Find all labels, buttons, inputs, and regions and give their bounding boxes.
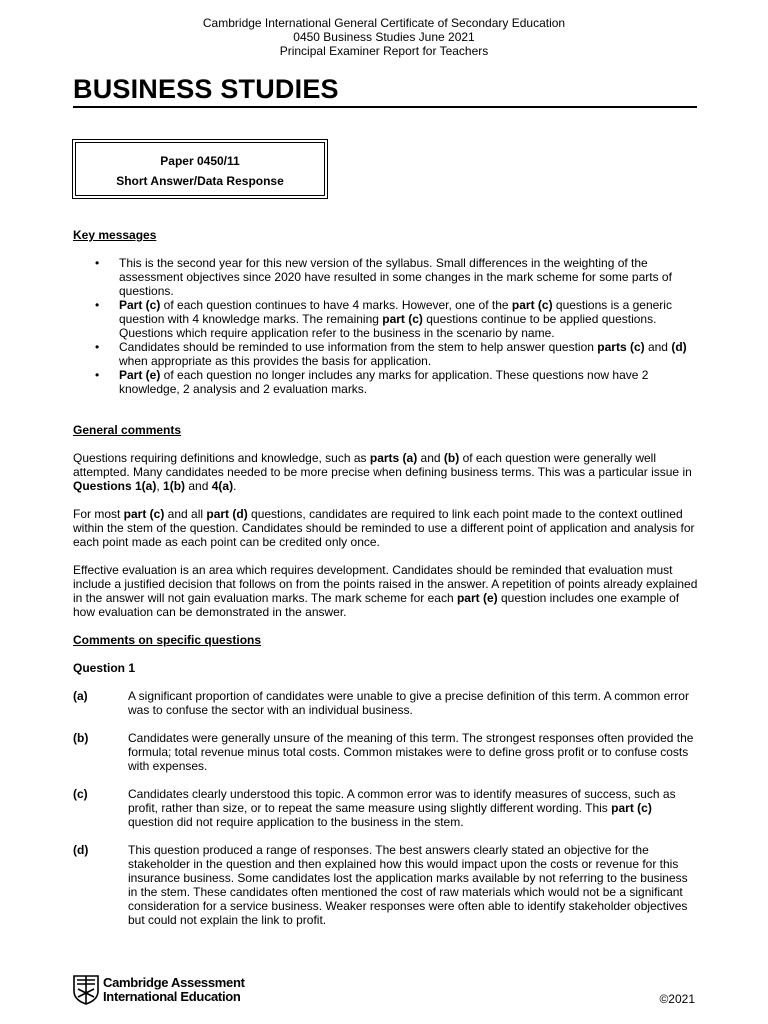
bullet-icon: • xyxy=(95,368,100,382)
general-comment-run: questions, candidates are required to link each point made to the context outlined within the stem of the question. Candidates should be reminded to use a different point of application and analysis for each point made as each point can be credited only once. xyxy=(73,507,695,549)
key-message-run: (d) xyxy=(671,340,687,354)
general-comment-run: 1(b) xyxy=(163,479,186,493)
general-comment-run: Questions requiring definitions and knowledge, such as xyxy=(73,451,370,465)
bullet-icon: • xyxy=(95,256,100,270)
question-part-text xyxy=(128,689,698,717)
question-part xyxy=(73,731,698,773)
question-part-run: Candidates were generally unsure of the meaning of this term. The strongest responses often provided the formula; total revenue minus total costs. Common mistakes were to define gross profit or to confuse costs with expenses. xyxy=(128,731,694,773)
key-message-run: Part (e) xyxy=(119,368,161,382)
general-comment-run: part (d) xyxy=(206,507,248,521)
key-message-run: parts (c) xyxy=(597,340,645,354)
general-comment-run: , xyxy=(156,479,164,493)
question-items xyxy=(73,689,698,927)
question-title: Question 1 xyxy=(73,661,136,675)
question-part-text xyxy=(128,731,698,773)
paper-box-inner xyxy=(75,142,325,196)
general-comments-heading: General comments xyxy=(73,423,182,437)
key-message-run: part (c) xyxy=(382,312,423,326)
cambridge-logo xyxy=(73,975,245,1005)
header-line-2: 0450 Business Studies June 2021 xyxy=(293,30,475,44)
general-comment-run: part (c) xyxy=(123,507,165,521)
question-part xyxy=(73,843,698,927)
question-part-run: question did not require application to the business in the stem. xyxy=(128,815,464,829)
key-message-run: questions continue to be applied questions. Questions which require application refer to the business in the scenario by name. xyxy=(119,312,657,340)
specific-comments-heading: Comments on specific questions xyxy=(73,633,262,647)
page-header xyxy=(0,16,768,58)
question-part-run: part (c) xyxy=(611,801,652,815)
key-message-run: This is the second year for this new version of the syllabus. Small differences in the weighting of the assessment objectives since 2020 have resulted in some changes in the mark scheme for some parts of questions. xyxy=(119,256,672,298)
title-rule xyxy=(73,106,697,108)
key-message-run: of each question no longer includes any marks for application. These questions now have 2 knowledge, 2 analysis and 2 evaluation marks. xyxy=(119,368,649,396)
question-part-text xyxy=(128,787,698,829)
key-messages-heading: Key messages xyxy=(73,228,157,242)
general-comment-paragraph xyxy=(73,507,698,549)
document-title: BUSINESS STUDIES xyxy=(73,74,339,104)
header-line-3: Principal Examiner Report for Teachers xyxy=(279,44,489,58)
general-comment-paragraph xyxy=(73,451,698,493)
general-comment-run: of each question were generally well attempted. Many candidates needed to be more precise when defining business terms. This was a particular issue in xyxy=(73,451,692,479)
logo-text xyxy=(103,976,245,1004)
general-comments-body xyxy=(73,451,698,619)
paper-box xyxy=(72,139,328,199)
general-comment-run: 4(a) xyxy=(211,479,234,493)
paper-name: Short Answer/Data Response xyxy=(116,174,284,188)
key-message-run: Candidates should be reminded to use information from the stem to help answer question xyxy=(119,340,598,354)
general-comment-run: . xyxy=(233,479,237,493)
report-content xyxy=(73,228,698,941)
bullet-icon: • xyxy=(95,340,100,354)
header-line-1: Cambridge International General Certificate of Secondary Education xyxy=(202,16,566,30)
general-comment-run: parts (a) xyxy=(369,451,418,465)
key-message-run: when appropriate as this provides the basis for application. xyxy=(119,354,432,368)
question-part-label: (a) xyxy=(73,689,88,703)
key-message-run: Part (c) xyxy=(119,298,161,312)
key-messages-list xyxy=(73,256,698,396)
question-part-label: (d) xyxy=(73,843,89,857)
question-part xyxy=(73,689,698,717)
general-comment-paragraph xyxy=(73,563,698,619)
key-message-item xyxy=(73,256,698,298)
question-part-run: This question produced a range of responses. The best answers clearly stated an objective for the stakeholder in the question and then explained how this would impact upon the costs or revenue for this insurance business. Some candidates lost the application marks available by not referring to the business in the stem. These candidates often mentioned the cost of raw materials which would not be a significant consideration for a service business. Weaker responses were often able to identify stakeholder objectives but could not explain the link to profit. xyxy=(128,843,688,927)
logo-line-1: Cambridge Assessment xyxy=(103,975,245,990)
general-comment-run: question includes one example of how evaluation can be demonstrated in the answer. xyxy=(73,591,680,619)
general-comment-run: Effective evaluation is an area which requires development. Candidates should be reminded that evaluation must include a justified decision that follows on from the points raised in the answer. A repetition of points already explained in the answer will not gain evaluation marks. The mark scheme for each xyxy=(73,563,698,605)
general-comment-run: and xyxy=(417,451,444,465)
bullet-icon: • xyxy=(95,298,100,312)
copyright: ©2021 xyxy=(659,992,695,1006)
question-part-run: Candidates clearly understood this topic. A common error was to identify measures of success, such as profit, rather than size, or to repeat the same measure using slightly different wording. This xyxy=(128,787,676,815)
question-part-text xyxy=(128,843,698,927)
general-comment-run: and xyxy=(185,479,212,493)
key-message-item xyxy=(73,368,698,396)
logo-line-2: International Education xyxy=(103,989,241,1004)
general-comment-run: and all xyxy=(164,507,207,521)
cambridge-shield-icon xyxy=(73,975,99,1005)
key-message-item xyxy=(73,340,698,368)
question-part-run: A significant proportion of candidates were unable to give a precise definition of this term. A common error was to confuse the sector with an individual business. xyxy=(128,689,689,717)
general-comment-run: Questions 1(a) xyxy=(73,479,157,493)
key-message-run: and xyxy=(644,340,672,354)
key-message-run: of each question continues to have 4 marks. However, one of the xyxy=(160,298,512,312)
general-comment-run: part (e) xyxy=(456,591,498,605)
question-part-label: (b) xyxy=(73,731,89,745)
key-message-run: questions is a generic question with 4 knowledge marks. The remaining xyxy=(119,298,672,326)
paper-code: Paper 0450/11 xyxy=(160,154,240,168)
question-part xyxy=(73,787,698,829)
question-part-label: (c) xyxy=(73,787,88,801)
general-comment-run: (b) xyxy=(443,451,460,465)
key-message-item xyxy=(73,298,698,340)
general-comment-run: For most xyxy=(73,507,124,521)
key-message-run: part (c) xyxy=(511,298,553,312)
